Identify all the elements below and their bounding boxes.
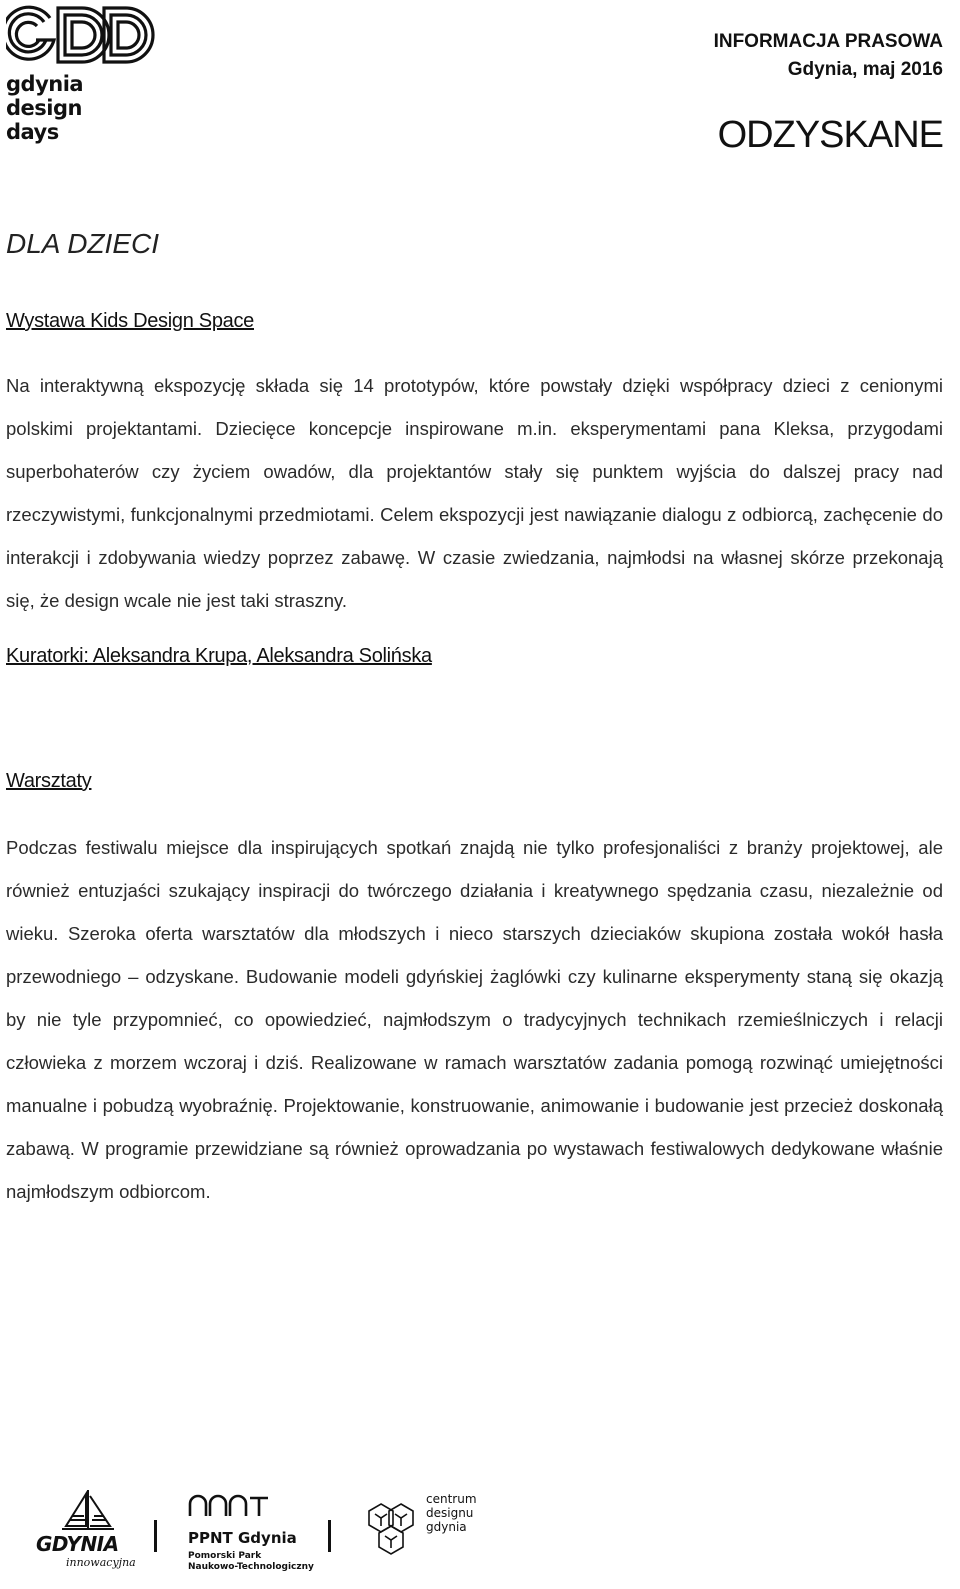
press-date: Gdynia, maj 2016 (787, 59, 943, 80)
centrum-designu-gdynia-logo (364, 1492, 504, 1572)
ppnt-arcs-icon (188, 1494, 270, 1518)
divider (154, 1520, 157, 1552)
centrum-line: designu (426, 1506, 474, 1520)
workshops-heading: Warsztaty (6, 770, 92, 792)
gdynia-innowacyjna-logo (36, 1488, 136, 1578)
hexagon-cluster-icon (364, 1502, 418, 1558)
logo-wordmark (6, 72, 166, 144)
centrum-line: gdynia (426, 1520, 467, 1534)
ppnt-subtitle: Naukowo-Technologiczny (188, 1562, 314, 1572)
ppnt-title: PPNT Gdynia (188, 1529, 297, 1547)
logo-line: design (6, 96, 82, 120)
curators-line: Kuratorki: Aleksandra Krupa, Aleksandra Solińska (6, 645, 432, 667)
divider (328, 1520, 331, 1552)
sailboat-icon (58, 1488, 118, 1532)
logo-line: days (6, 120, 59, 144)
ppnt-gdynia-logo (188, 1494, 328, 1580)
centrum-designu-wordmark (426, 1492, 477, 1534)
headline: ODZYSKANE (717, 114, 943, 156)
gdd-monogram-icon (6, 4, 156, 66)
logo-line: gdynia (6, 72, 84, 96)
gdynia-tagline: innowacyjna (66, 1556, 136, 1569)
kids-design-space-paragraph: Na interaktywną ekspozycję składa się 14 prototypów, które powstały dzięki współpracy dzieci z cenionymi polskimi projektantami. Dziecięce koncepcje inspirowane m.in. eksperymentami pana Kleksa, przygodami superbohaterów czy życiem owadów, dla projektantów stały się punktem wyjścia do dalszej pracy nad rzeczywistymi, funkcjonalnymi przedmiotami. Celem ekspozycji jest nawiązanie dialogu z odbiorcą, zachęcenie do interakcji i zdobywania wiedzy poprzez zabawę. W czasie zwiedzania, najmłodsi na własnej skórze przekonają się, że design wcale nie jest taki straszny. (6, 375, 943, 611)
press-info (714, 28, 943, 84)
press-label: INFORMACJA PRASOWA (713, 31, 943, 52)
gdynia-wordmark: GDYNIA (36, 1532, 119, 1556)
section-title: DLA DZIECI (6, 228, 159, 259)
centrum-line: centrum (426, 1492, 477, 1506)
workshops-paragraph: Podczas festiwalu miejsce dla inspirujących spotkań znajdą nie tylko profesjonaliści z branży projektowej, ale również entuzjaści szukający inspiracji do twórczego działania i kreatywnego spędzania czasu, niezależnie od wieku. Szeroka oferta warsztatów dla młodszych i nieco starszych dzieciaków skupiona została wokół hasła przewodniego – odzyskane. Budowanie modeli gdyńskiej żaglówki czy kulinarne eksperymenty staną się okazją by nie tyle przypomnieć, co opowiedzieć, najmłodszym o tradycyjnych technikach rzemieślniczych i relacji człowieka z morzem wczoraj i dziś. Realizowane w ramach warsztatów zadania pomogą rozwinąć umiejętności manualne i pobudzą wyobraźnię. Projektowanie, konstruowanie, animowanie i budowanie jest przecież doskonałą zabawą. W programie przewidziane są również oprowadzania po wystawach festiwalowych dedykowane właśnie najmłodszym odbiorcom. (6, 837, 943, 1202)
partner-logos (0, 1480, 960, 1580)
ppnt-subtitle: Pomorski Park (188, 1551, 262, 1561)
kids-design-space-heading: Wystawa Kids Design Space (6, 310, 254, 332)
gdynia-design-days-logo (6, 4, 166, 144)
